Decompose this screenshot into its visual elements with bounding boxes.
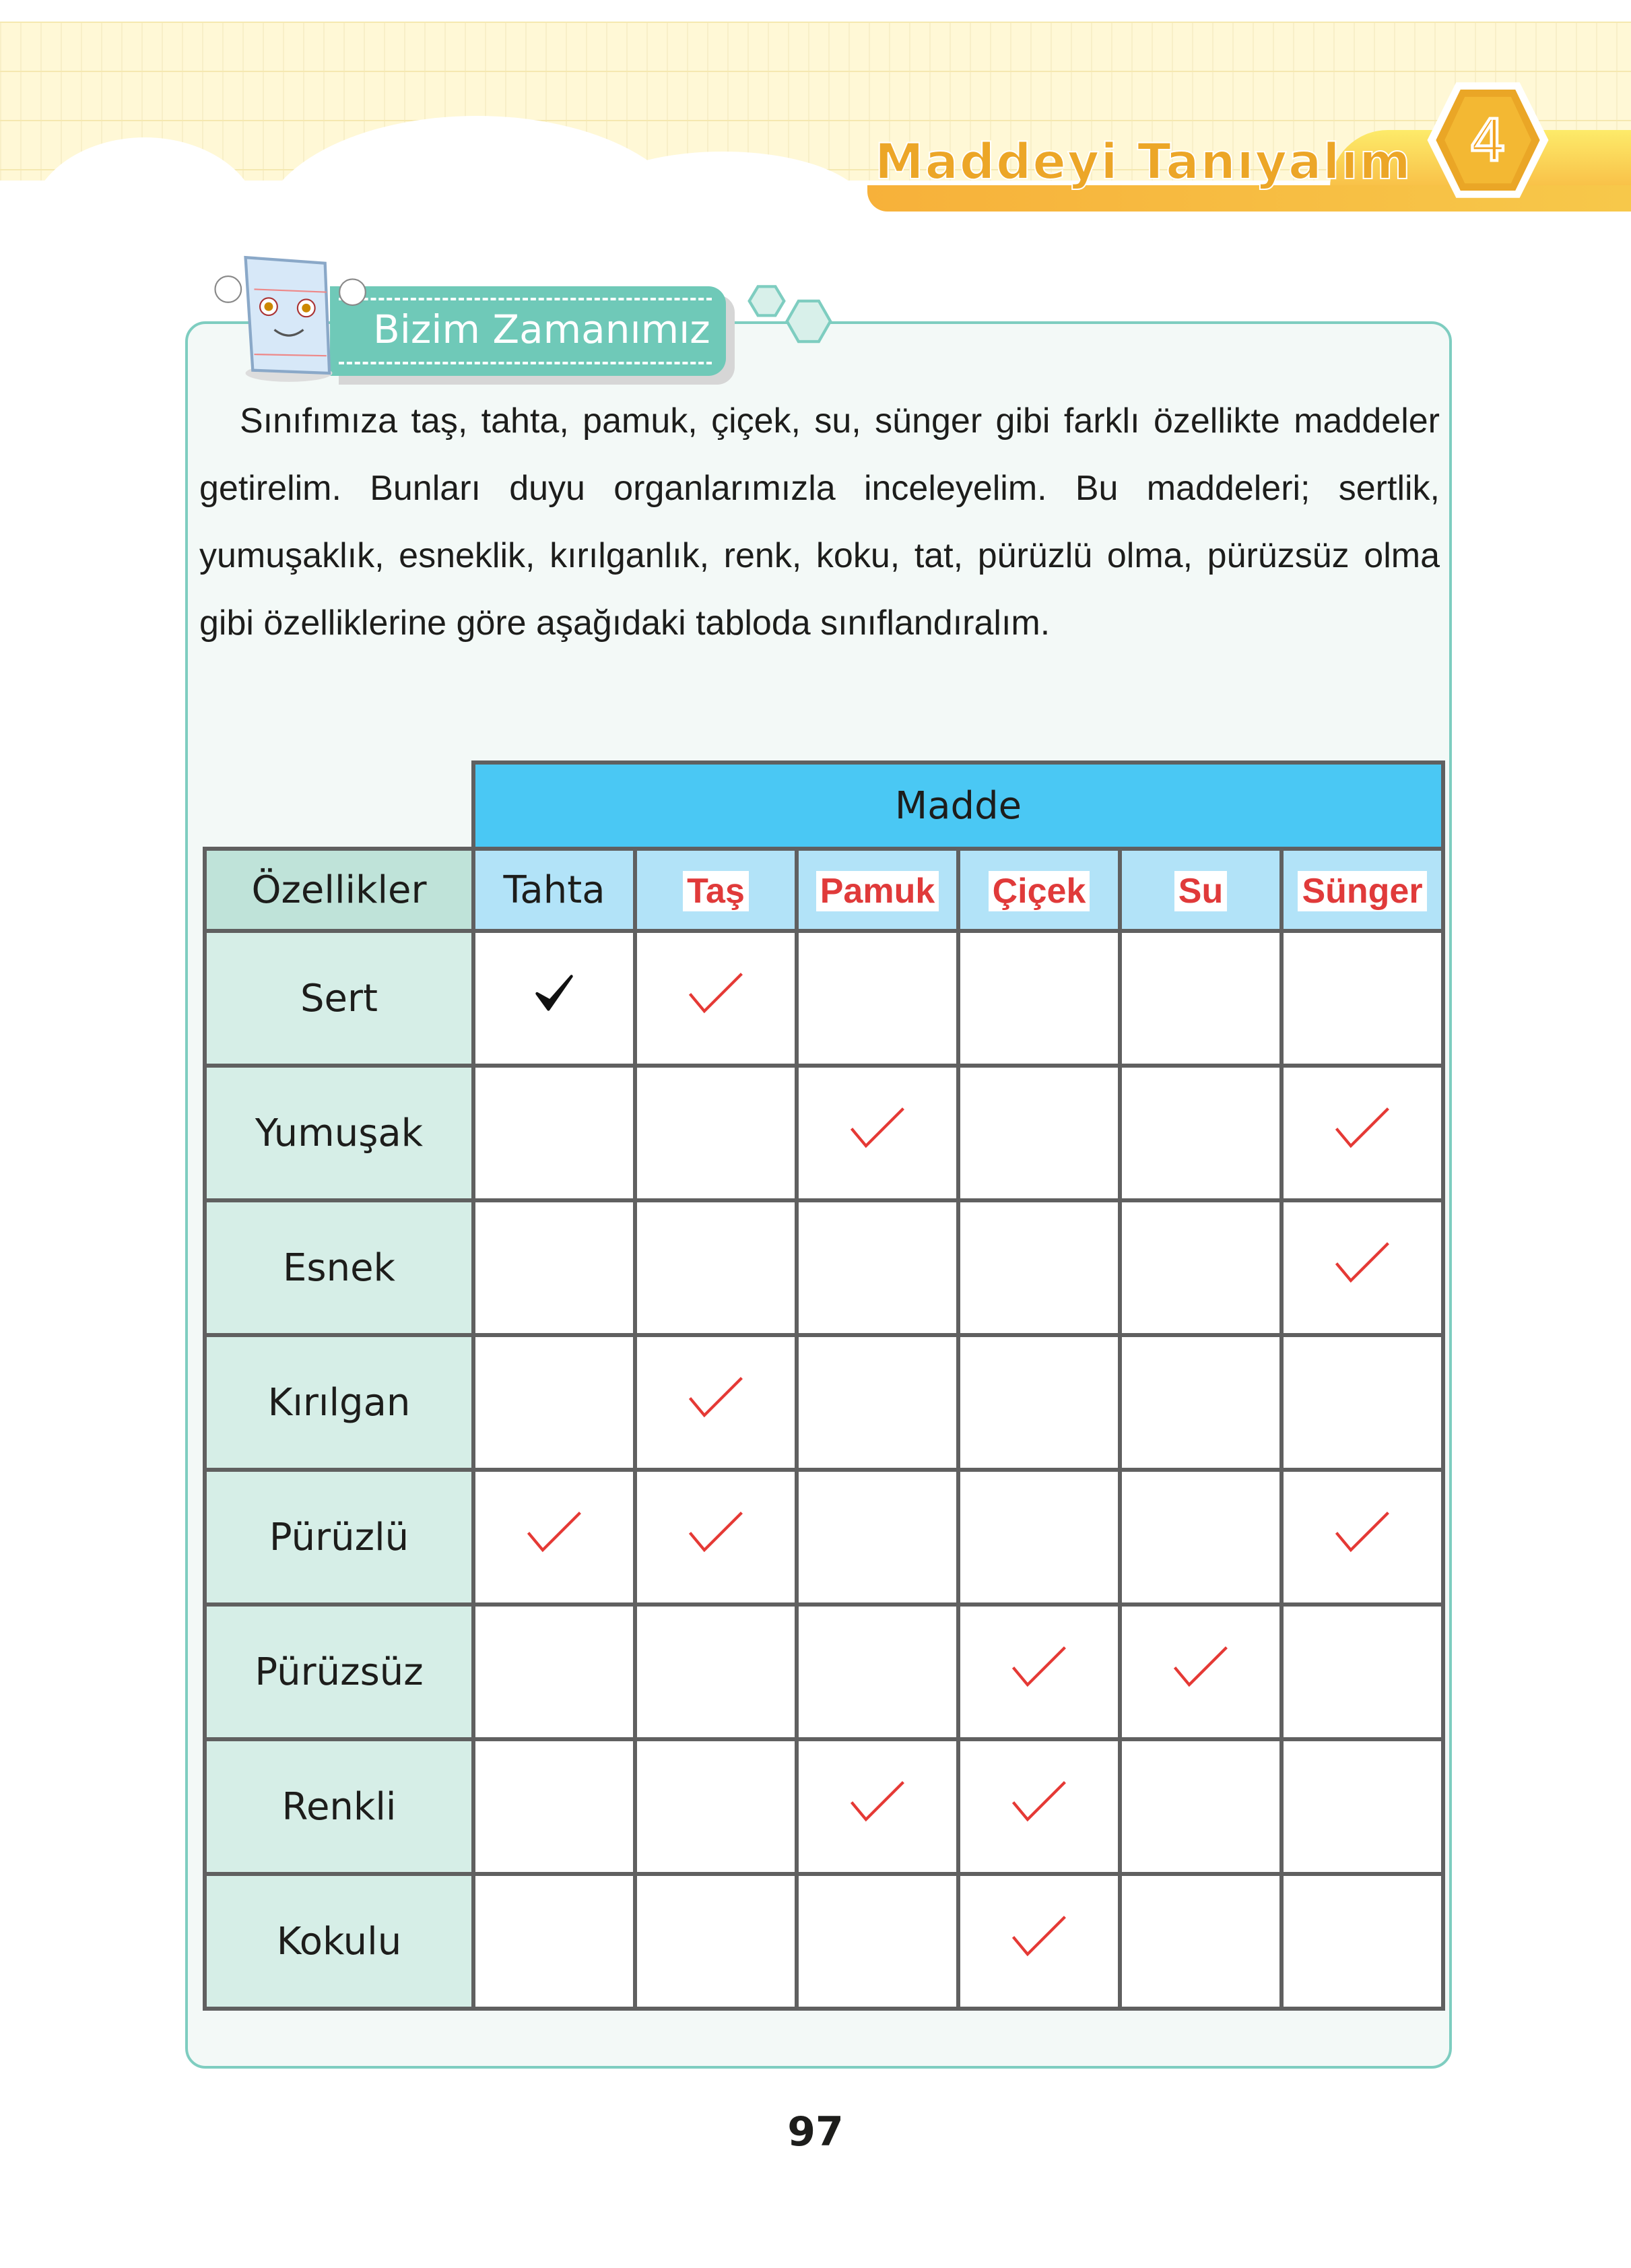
table-cell[interactable]	[635, 1470, 797, 1605]
property-label: Yumuşak	[205, 1066, 473, 1200]
group-header: Madde	[473, 763, 1443, 849]
empty-corner	[205, 763, 473, 849]
instruction-paragraph: Sınıfımıza taş, tahta, pamuk, çiçek, su, sünger gibi farklı özellikte maddeler getirelim. Bunları duyu organlarımızla inceleyelim. Bu maddeleri; sertlik, yumuşaklık, esneklik, kırılganlık, renk, koku, tat, pürüzlü olma, pürüzsüz olma gibi özelliklerine göre aşağıdaki tabloda sınıflandıralım.	[199, 401, 1440, 643]
table-cell[interactable]	[1282, 931, 1443, 1066]
table-cell[interactable]	[1120, 931, 1282, 1066]
property-label: Kırılgan	[205, 1335, 473, 1470]
cloud-decoration	[578, 152, 867, 267]
property-label: Renkli	[205, 1739, 473, 1874]
column-header	[1120, 849, 1282, 931]
column-header	[473, 849, 635, 931]
red-check-icon	[1331, 1237, 1394, 1289]
table-cell[interactable]	[635, 1335, 797, 1470]
table-row	[205, 1066, 1443, 1200]
table-cell[interactable]	[958, 1739, 1120, 1874]
red-check-icon	[1007, 1911, 1071, 1963]
column-header	[958, 849, 1120, 931]
table-cell[interactable]	[635, 1739, 797, 1874]
table-cell[interactable]	[797, 1874, 958, 2009]
table-cell[interactable]	[635, 1605, 797, 1739]
table-cell[interactable]	[1282, 1066, 1443, 1200]
table-cell[interactable]	[1282, 1874, 1443, 2009]
table-row	[205, 1470, 1443, 1605]
table-cell[interactable]	[1282, 1605, 1443, 1739]
red-check-icon	[1007, 1776, 1071, 1828]
table-cell[interactable]	[473, 1470, 635, 1605]
page-number: 97	[787, 2108, 844, 2156]
red-check-icon	[684, 1507, 747, 1559]
table-cell[interactable]	[473, 1335, 635, 1470]
table-row	[205, 1605, 1443, 1739]
table-cell[interactable]	[1120, 1335, 1282, 1470]
table-cell[interactable]	[797, 1605, 958, 1739]
table-row	[205, 931, 1443, 1066]
handwritten-label: Sünger	[1298, 871, 1426, 911]
red-check-icon	[1007, 1642, 1071, 1693]
table-cell[interactable]	[958, 1200, 1120, 1335]
table-cell[interactable]	[1120, 1739, 1282, 1874]
handwritten-label: Çiçek	[989, 871, 1090, 911]
table-cell[interactable]	[1282, 1470, 1443, 1605]
section-title: Bizim Zamanımız	[373, 306, 710, 352]
row-header: Özellikler	[205, 849, 473, 931]
table-cell[interactable]	[1120, 1066, 1282, 1200]
table-cell[interactable]	[1282, 1739, 1443, 1874]
printed-label: Tahta	[503, 868, 605, 912]
table-cell[interactable]	[958, 1066, 1120, 1200]
table-cell[interactable]	[635, 1066, 797, 1200]
red-check-icon	[1169, 1642, 1232, 1693]
red-check-icon	[523, 1507, 586, 1559]
table-cell[interactable]	[473, 1605, 635, 1739]
table-cell[interactable]	[635, 1874, 797, 2009]
notebook-mascot-icon	[202, 246, 376, 383]
table-row	[205, 1200, 1443, 1335]
property-label: Kokulu	[205, 1874, 473, 2009]
handwritten-label: Su	[1174, 871, 1227, 911]
red-check-icon	[846, 1776, 909, 1828]
table-cell[interactable]	[473, 1066, 635, 1200]
red-check-icon	[684, 968, 747, 1020]
red-check-icon	[1331, 1507, 1394, 1559]
handwritten-label: Taş	[683, 871, 749, 911]
table-cell[interactable]	[797, 1739, 958, 1874]
handwritten-label: Pamuk	[816, 871, 939, 911]
properties-table	[203, 760, 1445, 2011]
table-cell[interactable]	[1120, 1470, 1282, 1605]
red-check-icon	[684, 1372, 747, 1424]
table-cell[interactable]	[958, 1874, 1120, 2009]
red-check-icon	[1331, 1103, 1394, 1155]
table-cell[interactable]	[1120, 1605, 1282, 1739]
table-cell[interactable]	[1120, 1874, 1282, 2009]
table-cell[interactable]	[958, 1470, 1120, 1605]
table-row	[205, 1335, 1443, 1470]
property-label: Pürüzsüz	[205, 1605, 473, 1739]
unit-title: Maddeyi Tanıyalım	[875, 133, 1412, 191]
table-cell[interactable]	[1282, 1200, 1443, 1335]
table-cell[interactable]	[797, 1200, 958, 1335]
table-cell[interactable]	[797, 1066, 958, 1200]
table-cell[interactable]	[958, 1335, 1120, 1470]
table-cell[interactable]	[473, 1739, 635, 1874]
table-cell[interactable]	[473, 1200, 635, 1335]
red-check-icon	[846, 1103, 909, 1155]
table-cell[interactable]	[1120, 1200, 1282, 1335]
table-cell[interactable]	[473, 1874, 635, 2009]
hexagon-decoration	[723, 284, 839, 350]
table-cell[interactable]	[958, 1605, 1120, 1739]
column-header	[1282, 849, 1443, 931]
property-label: Esnek	[205, 1200, 473, 1335]
table-cell[interactable]	[797, 931, 958, 1066]
table-cell[interactable]	[797, 1470, 958, 1605]
table-cell[interactable]	[797, 1335, 958, 1470]
property-label: Sert	[205, 931, 473, 1066]
column-header	[635, 849, 797, 931]
section-banner	[330, 286, 726, 376]
property-label: Pürüzlü	[205, 1470, 473, 1605]
unit-number: 4	[1469, 107, 1506, 174]
unit-number-hexagon	[1424, 79, 1552, 201]
table-cell[interactable]	[958, 931, 1120, 1066]
table-cell[interactable]	[635, 931, 797, 1066]
table-cell[interactable]	[635, 1200, 797, 1335]
column-header	[797, 849, 958, 931]
table-row	[205, 1739, 1443, 1874]
table-row	[205, 1874, 1443, 2009]
table-cell[interactable]	[1282, 1335, 1443, 1470]
table-cell[interactable]	[473, 931, 635, 1066]
check-icon	[533, 972, 576, 1015]
